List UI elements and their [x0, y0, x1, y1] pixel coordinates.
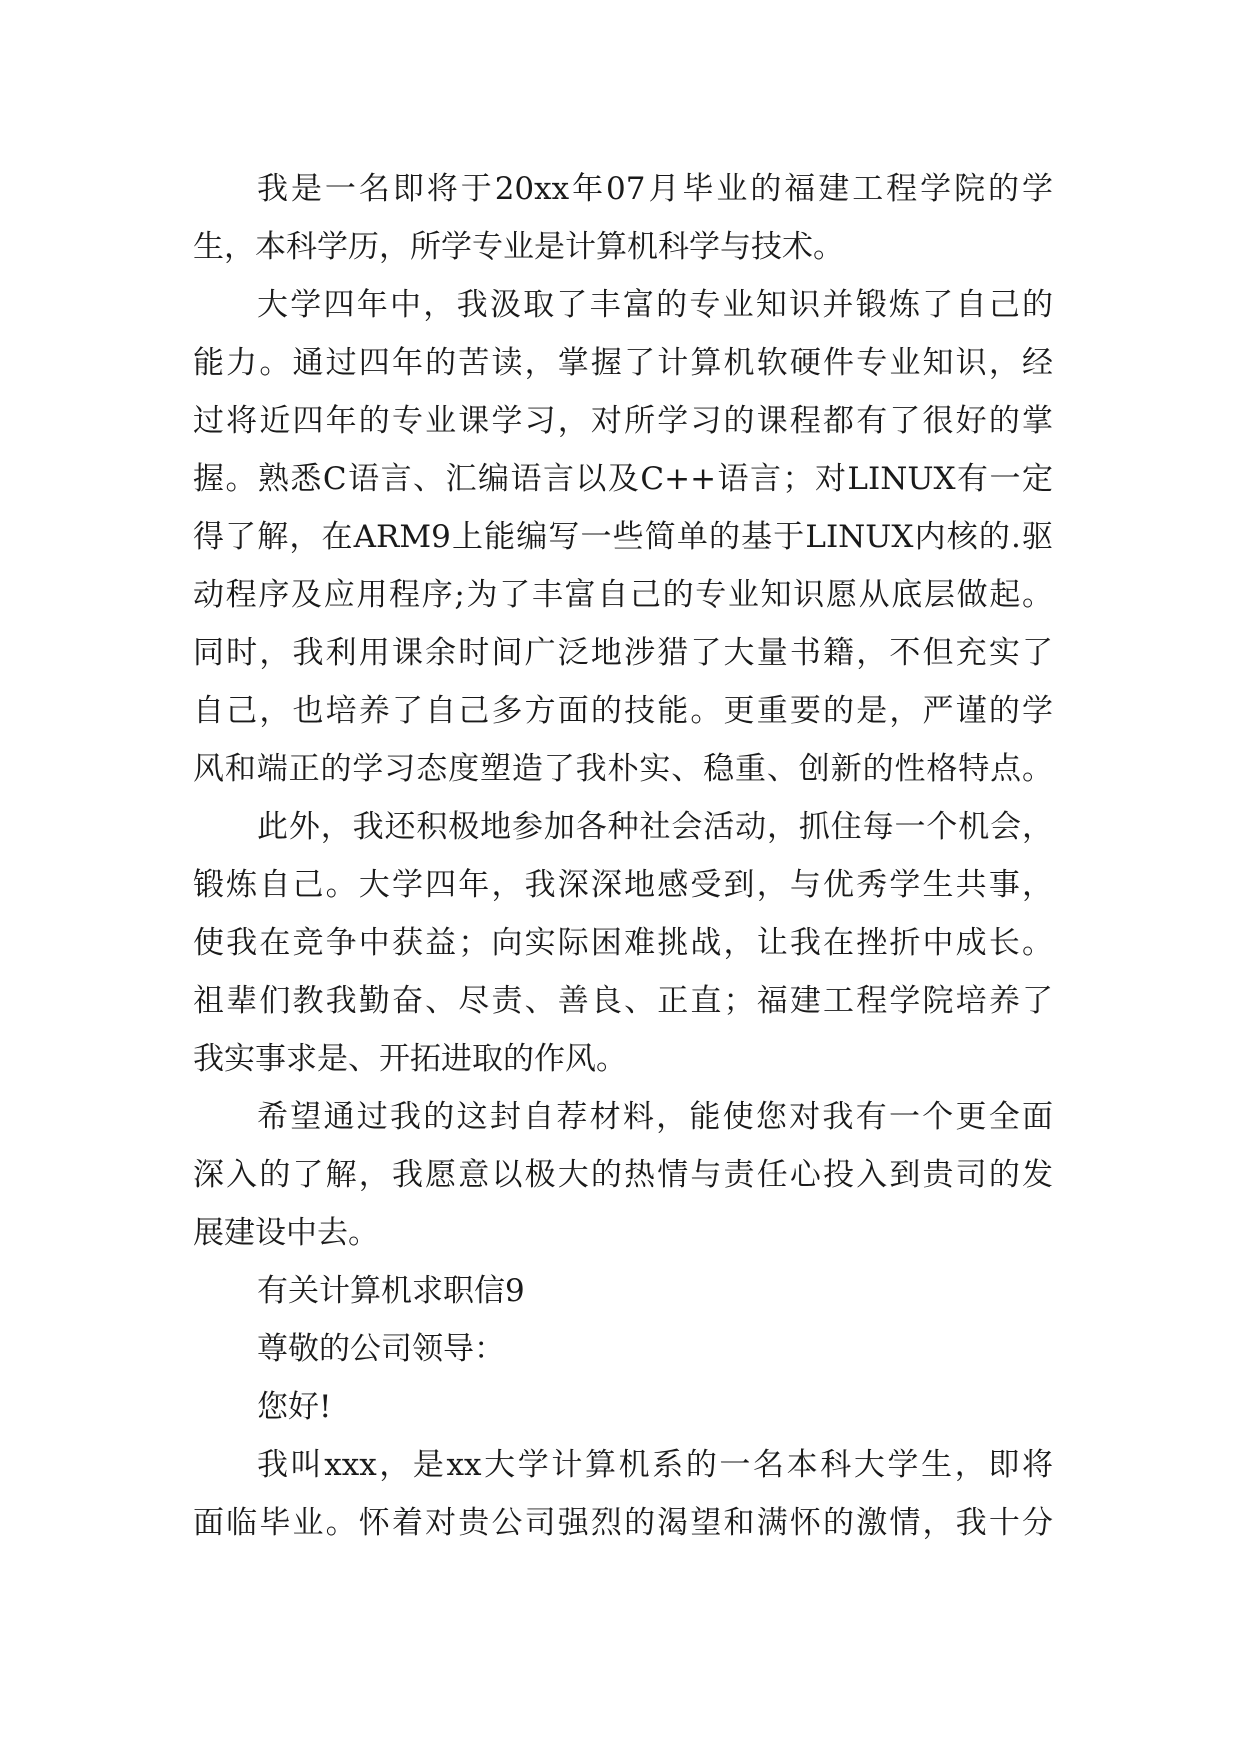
text-line: 能力。通过四年的苦读，掌握了计算机软硬件专业知识，经 [193, 345, 1053, 381]
text-line: 面临毕业。怀着对贵公司强烈的渴望和满怀的激情，我十分 [193, 1505, 1053, 1541]
paragraph-self-intro [193, 1436, 1053, 1552]
paragraph-university-study [193, 276, 1053, 798]
salutation-text: 尊敬的公司领导： [257, 1331, 505, 1367]
paragraph-activities [193, 798, 1053, 1088]
text-line: 我是一名即将于20xx年07月毕业的福建工程学院的学 [257, 171, 1053, 207]
text-line: 使我在竞争中获益；向实际困难挑战，让我在挫折中成长。 [193, 925, 1053, 961]
text-line: 大学四年中，我汲取了丰富的专业知识并锻炼了自己的 [257, 287, 1053, 323]
text-line: 生，本科学历，所学专业是计算机科学与技术。 [193, 229, 844, 265]
paragraph-intro [193, 160, 1053, 276]
section-heading [193, 1262, 1053, 1320]
text-line: 风和端正的学习态度塑造了我朴实、稳重、创新的性格特点。 [193, 751, 1053, 787]
text-line: 此外，我还积极地参加各种社会活动，抓住每一个机会， [257, 809, 1053, 845]
document-body [193, 160, 1053, 1552]
text-line: 我叫xxx，是xx大学计算机系的一名本科大学生，即将 [257, 1447, 1053, 1483]
text-line: 过将近四年的专业课学习，对所学习的课程都有了很好的掌 [193, 403, 1053, 439]
text-line: 握。熟悉C语言、汇编语言以及C++语言；对LINUX有一定 [193, 461, 1053, 497]
text-line: 展建设中去。 [193, 1215, 379, 1251]
greeting-text: 您好! [257, 1389, 332, 1425]
greeting [193, 1378, 1053, 1436]
salutation [193, 1320, 1053, 1378]
text-line: 祖辈们教我勤奋、尽责、善良、正直；福建工程学院培养了 [193, 983, 1053, 1019]
paragraph-closing [193, 1088, 1053, 1262]
heading-text: 有关计算机求职信9 [257, 1273, 525, 1309]
text-line: 动程序及应用程序;为了丰富自己的专业知识愿从底层做起。 [193, 577, 1053, 613]
text-line: 希望通过我的这封自荐材料，能使您对我有一个更全面 [257, 1099, 1053, 1135]
text-line: 得了解，在ARM9上能编写一些简单的基于LINUX内核的.驱 [193, 519, 1053, 555]
text-line: 同时，我利用课余时间广泛地涉猎了大量书籍，不但充实了 [193, 635, 1053, 671]
text-line: 我实事求是、开拓进取的作风。 [193, 1041, 627, 1077]
text-line: 自己，也培养了自己多方面的技能。更重要的是，严谨的学 [193, 693, 1053, 729]
text-line: 深入的了解，我愿意以极大的热情与责任心投入到贵司的发 [193, 1157, 1053, 1193]
text-line: 锻炼自己。大学四年，我深深地感受到，与优秀学生共事， [193, 867, 1053, 903]
